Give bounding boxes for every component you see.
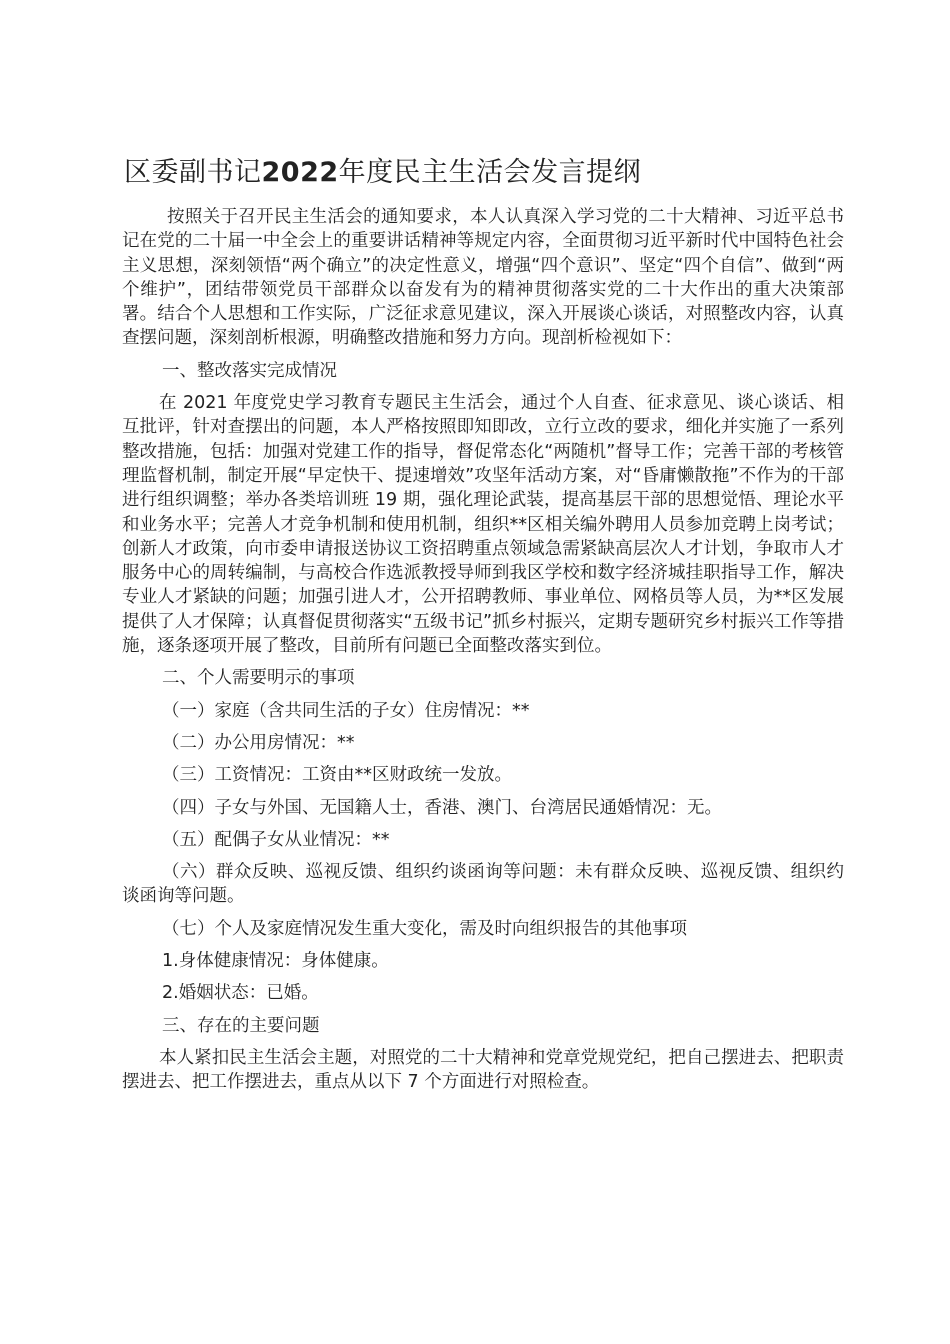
section-heading-3: 三、存在的主要问题 (162, 1015, 320, 1036)
problems-paragraph: 本人紧扣民主生活会主题，对照党的二十大精神和党章党规党纪，把自己摆进去、把职责摆进去、把工作摆进去，重点从以下 7 个方面进行对照检查。 (122, 1047, 844, 1093)
item-office: （二）办公用房情况：** (162, 732, 355, 753)
item-inquiries: （六）群众反映、巡视反馈、组织约谈函询等问题：未有群众反映、巡视反馈、组织约谈函询等问题。 (122, 862, 844, 907)
item-marriage-foreign: （四）子女与外国、无国籍人士，香港、澳门、台湾居民通婚情况：无。 (162, 797, 722, 818)
item-family-employment: （五）配偶子女从业情况：** (162, 829, 390, 850)
intro-paragraph: 按照关于召开民主生活会的通知要求，本人认真深入学习党的二十大精神、习近平总书记在党的二十届一中全会上的重要讲话精神等规定内容，全面贯彻习近平新时代中国特色社会主义思想，深刻领悟“两个确立”的决定性意义，增强“四个意识”、坚定“四个自信”、做到“两个维护”，团结带领党员干部群众以奋发有为的精神贯彻落实党的二十大作出的重大决策部署。结合个人思想和工作实际，广泛征求意见建议，深入开展谈心谈话，对照整改内容，认真查摆问题，深刻剖析根源，明确整改措施和努力方向。现剖析检视如下： (122, 207, 844, 349)
title-year: 2022 (261, 157, 339, 188)
section-heading-2: 二、个人需要明示的事项 (162, 668, 355, 689)
item-salary: （三）工资情况：工资由**区财政统一发放。 (162, 765, 512, 786)
item-marital-status: 2.婚姻状态：已婚。 (162, 983, 319, 1004)
rectification-paragraph: 在 2021 年度党史学习教育专题民主生活会，通过个人自查、征求意见、谈心谈话、相互批评，针对查摆出的问题，本人严格按照即知即改，立行立改的要求，细化并实施了一系列整改措施，包括：加强对党建工作的指导，督促常态化“两随机”督导工作；完善干部的考核管理监督机制，制定开展“早定快干、提速增效”攻坚年活动方案，对“昏庸懒散拖”不作为的干部进行组织调整；举办各类培训班 19 期，强化理论武装，提高基层干部的思想觉悟、理论水平和业务水平；完善人才竞争机制和使用机制，组织**区相关编外聘用人员参加竞聘上岗考试；创新人才政策，向市委申请报送协议工资招聘重点领域急需紧缺高层次人才计划，争取市人才服务中心的周转编制，与高校合作选派教授导师到我区学校和数字经济城挂职指导工作，解决专业人才紧缺的问题；加强引进人才，公开招聘教师、事业单位、网格员等人员，为**区发展提供了人才保障；认真督促贯彻落实“五级书记”抓乡村振兴，定期专题研究乡村振兴工作等措施，逐条逐项开展了整改，目前所有问题已全面整改落实到位。 (122, 393, 844, 657)
item-major-changes: （七）个人及家庭情况发生重大变化，需及时向组织报告的其他事项 (162, 918, 687, 939)
document-body (122, 205, 844, 1095)
title-suffix: 年度民主生活会发言提纲 (338, 157, 642, 188)
section-heading-1: 一、整改落实完成情况 (162, 360, 337, 381)
document-title (124, 151, 844, 195)
item-housing: （一）家庭（含共同生活的子女）住房情况：** (162, 700, 530, 721)
item-health: 1.身体健康情况：身体健康。 (162, 951, 389, 972)
title-prefix: 区委副书记 (124, 157, 262, 188)
